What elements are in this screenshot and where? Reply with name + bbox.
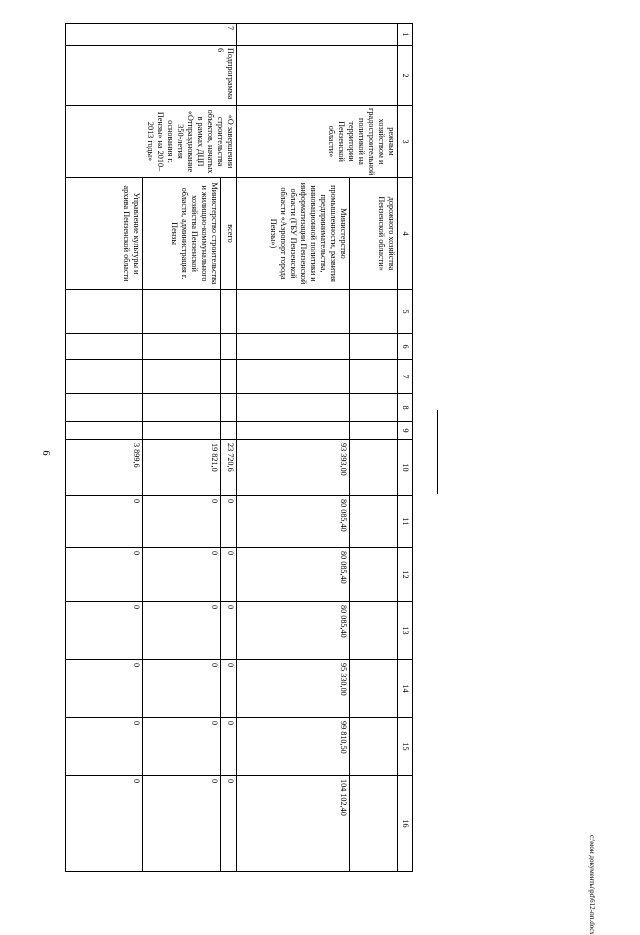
cell-c8 bbox=[350, 394, 398, 422]
cell-executor: Управление культуры и архива Пензенской области bbox=[66, 178, 143, 290]
cell-c6 bbox=[143, 334, 220, 360]
cell-c9 bbox=[220, 422, 236, 440]
cell-num: 7 bbox=[66, 24, 237, 46]
cell-c16: 0 bbox=[143, 776, 220, 872]
separator-line bbox=[437, 410, 438, 494]
cell-c13: 0 bbox=[143, 602, 220, 660]
col-header-5: 5 bbox=[398, 290, 413, 334]
cell-c14 bbox=[350, 660, 398, 718]
cell-c14: 0 bbox=[220, 660, 236, 718]
cell-c7 bbox=[143, 360, 220, 394]
cell-c13: 80 085,40 bbox=[236, 602, 349, 660]
cell-c6 bbox=[66, 334, 143, 360]
cell-c9 bbox=[236, 422, 349, 440]
cell-executor: Министерство строительства и жилищно-коммунального хозяйства Пензенской области, администрация г. Пензы bbox=[143, 178, 220, 290]
cell-c16: 104 102,40 bbox=[236, 776, 349, 872]
cell-c13 bbox=[350, 602, 398, 660]
cell-c6 bbox=[236, 334, 349, 360]
cell-title: «О завершении строительства объектов, начатых в рамках ДЦП «Отпразднование 350-летия основания г. Пензы» на 2010–2013 годы» bbox=[66, 106, 237, 178]
cell-c5 bbox=[236, 290, 349, 334]
cell-executor: Министерство промышленности, развития предпринимательства, инновационной политики и информатизации Пензенской области (ГБУ Пензенской области «Аэропорт города Пензы») bbox=[236, 178, 349, 290]
col-header-12: 12 bbox=[398, 548, 413, 602]
col-header-11: 11 bbox=[398, 496, 413, 548]
cell-c11: 0 bbox=[66, 496, 143, 548]
cell-c16: 0 bbox=[66, 776, 143, 872]
cell-c5 bbox=[66, 290, 143, 334]
col-header-6: 6 bbox=[398, 334, 413, 360]
table-row bbox=[220, 24, 236, 872]
cell-c8 bbox=[143, 394, 220, 422]
cell-c11: 0 bbox=[220, 496, 236, 548]
cell-program: Подпрограмма 6 bbox=[66, 46, 237, 106]
cell-c6 bbox=[350, 334, 398, 360]
cell-c13: 0 bbox=[220, 602, 236, 660]
cell-num bbox=[236, 24, 397, 46]
cell-c8 bbox=[66, 394, 143, 422]
col-header-10: 10 bbox=[398, 440, 413, 496]
col-header-14: 14 bbox=[398, 660, 413, 718]
cell-c12 bbox=[350, 548, 398, 602]
cell-c7 bbox=[236, 360, 349, 394]
cell-c13: 0 bbox=[66, 602, 143, 660]
cell-c12: 0 bbox=[220, 548, 236, 602]
cell-c5 bbox=[143, 290, 220, 334]
cell-c7 bbox=[350, 360, 398, 394]
budget-table bbox=[65, 23, 413, 872]
cell-c9 bbox=[350, 422, 398, 440]
cell-c15: 0 bbox=[220, 718, 236, 776]
footer-file-path: c:\мои документы\рd\612-пп.docx bbox=[588, 835, 596, 935]
col-header-1: 1 bbox=[398, 24, 413, 46]
cell-program bbox=[236, 46, 397, 106]
cell-c10 bbox=[350, 440, 398, 496]
cell-c7 bbox=[66, 360, 143, 394]
page-number: 6 bbox=[40, 450, 51, 456]
cell-c12: 0 bbox=[143, 548, 220, 602]
cell-c9 bbox=[66, 422, 143, 440]
col-header-15: 15 bbox=[398, 718, 413, 776]
cell-c6 bbox=[220, 334, 236, 360]
cell-c14: 95 330,00 bbox=[236, 660, 349, 718]
cell-c14: 0 bbox=[66, 660, 143, 718]
cell-c16 bbox=[350, 776, 398, 872]
cell-c11 bbox=[350, 496, 398, 548]
col-header-16: 16 bbox=[398, 776, 413, 872]
cell-c10: 3 899,6 bbox=[66, 440, 143, 496]
cell-c5 bbox=[350, 290, 398, 334]
header-row bbox=[398, 24, 413, 872]
cell-c15: 0 bbox=[143, 718, 220, 776]
cell-c14: 0 bbox=[143, 660, 220, 718]
cell-c15: 0 bbox=[66, 718, 143, 776]
cell-c11: 0 bbox=[143, 496, 220, 548]
cell-c8 bbox=[236, 394, 349, 422]
cell-c5 bbox=[220, 290, 236, 334]
cell-c15: 99 810,50 bbox=[236, 718, 349, 776]
col-header-8: 8 bbox=[398, 394, 413, 422]
cell-c12: 80 085,40 bbox=[236, 548, 349, 602]
cell-executor: дорожного хозяйства Пензенской области» bbox=[350, 178, 398, 290]
cell-c11: 80 085,40 bbox=[236, 496, 349, 548]
cell-c15 bbox=[350, 718, 398, 776]
cell-executor: всего bbox=[220, 178, 236, 290]
cell-c16: 0 bbox=[220, 776, 236, 872]
col-header-3: 3 bbox=[398, 106, 413, 178]
col-header-2: 2 bbox=[398, 46, 413, 106]
col-header-4: 4 bbox=[398, 178, 413, 290]
table-row bbox=[350, 24, 398, 872]
rotated-table-container bbox=[65, 23, 413, 871]
cell-c10: 19 821,0 bbox=[143, 440, 220, 496]
cell-c7 bbox=[220, 360, 236, 394]
cell-c12: 0 bbox=[66, 548, 143, 602]
col-header-9: 9 bbox=[398, 422, 413, 440]
cell-title: режным хозяйством и градостроительной политикой на территории Пензенской области» bbox=[236, 106, 397, 178]
cell-c9 bbox=[143, 422, 220, 440]
cell-c8 bbox=[220, 394, 236, 422]
col-header-7: 7 bbox=[398, 360, 413, 394]
col-header-13: 13 bbox=[398, 602, 413, 660]
cell-c10: 93 393,00 bbox=[236, 440, 349, 496]
cell-c10: 23 720,6 bbox=[220, 440, 236, 496]
